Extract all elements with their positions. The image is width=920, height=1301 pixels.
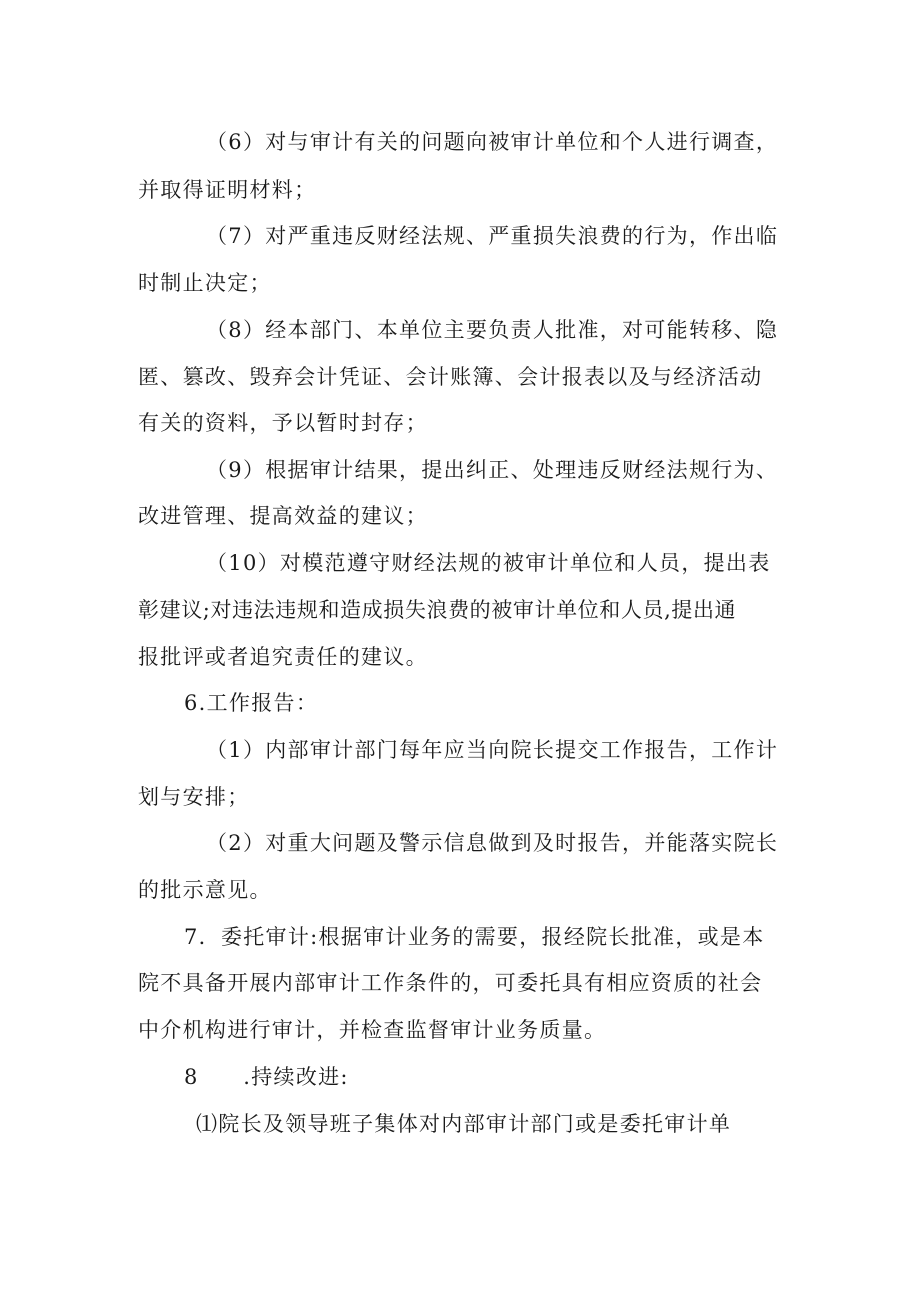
- paragraph-line: 匿、篡改、毁弃会计凭证、会计账簿、会计报表以及与经济活动: [138, 365, 763, 389]
- paragraph-line: 彰建议;对违法违规和造成损失浪费的被审计单位和人员,提出通: [138, 598, 737, 622]
- paragraph-line: （8）经本部门、本单位主要负责人批准，对可能转移、隐: [206, 318, 779, 342]
- section-heading: 8 .持续改进:: [184, 1065, 349, 1089]
- paragraph-line: （9）根据审计结果，提出纠正、处理违反财经法规行为、: [206, 458, 779, 482]
- paragraph-line: 中介机构进行审计，并检查监督审计业务质量。: [138, 1018, 607, 1042]
- paragraph-line: 的批示意见。: [138, 878, 272, 902]
- paragraph-line: （10）对模范遵守财经法规的被审计单位和人员，提出表: [206, 551, 771, 575]
- paragraph-line: （6）对与审计有关的问题向被审计单位和个人进行调查，: [206, 130, 779, 154]
- paragraph-line: （7）对严重违反财经法规、严重损失浪费的行为，作出临: [206, 224, 779, 248]
- paragraph-line: 报批评或者追究责任的建议。: [138, 645, 428, 669]
- paragraph-line: 并取得证明材料；: [138, 178, 317, 202]
- section-heading: 7．委托审计:根据审计业务的需要，报经院长批准，或是本: [184, 925, 765, 949]
- paragraph-line: 有关的资料，予以暂时封存；: [138, 411, 428, 435]
- section-heading: 6.工作报告：: [184, 691, 319, 715]
- paragraph-line: 院不具备开展内部审计工作条件的，可委托具有相应资质的社会: [138, 971, 763, 995]
- paragraph-line: ⑴院长及领导班子集体对内部审计部门或是委托审计单: [196, 1112, 732, 1136]
- paragraph-line: 改进管理、提高效益的建议；: [138, 504, 428, 528]
- paragraph-line: （2）对重大问题及警示信息做到及时报告，并能落实院长: [206, 831, 779, 855]
- paragraph-line: 时制止决定；: [138, 271, 272, 295]
- paragraph-line: （1）内部审计部门每年应当向院长提交工作报告，工作计: [206, 738, 779, 762]
- paragraph-line: 划与安排；: [138, 785, 250, 809]
